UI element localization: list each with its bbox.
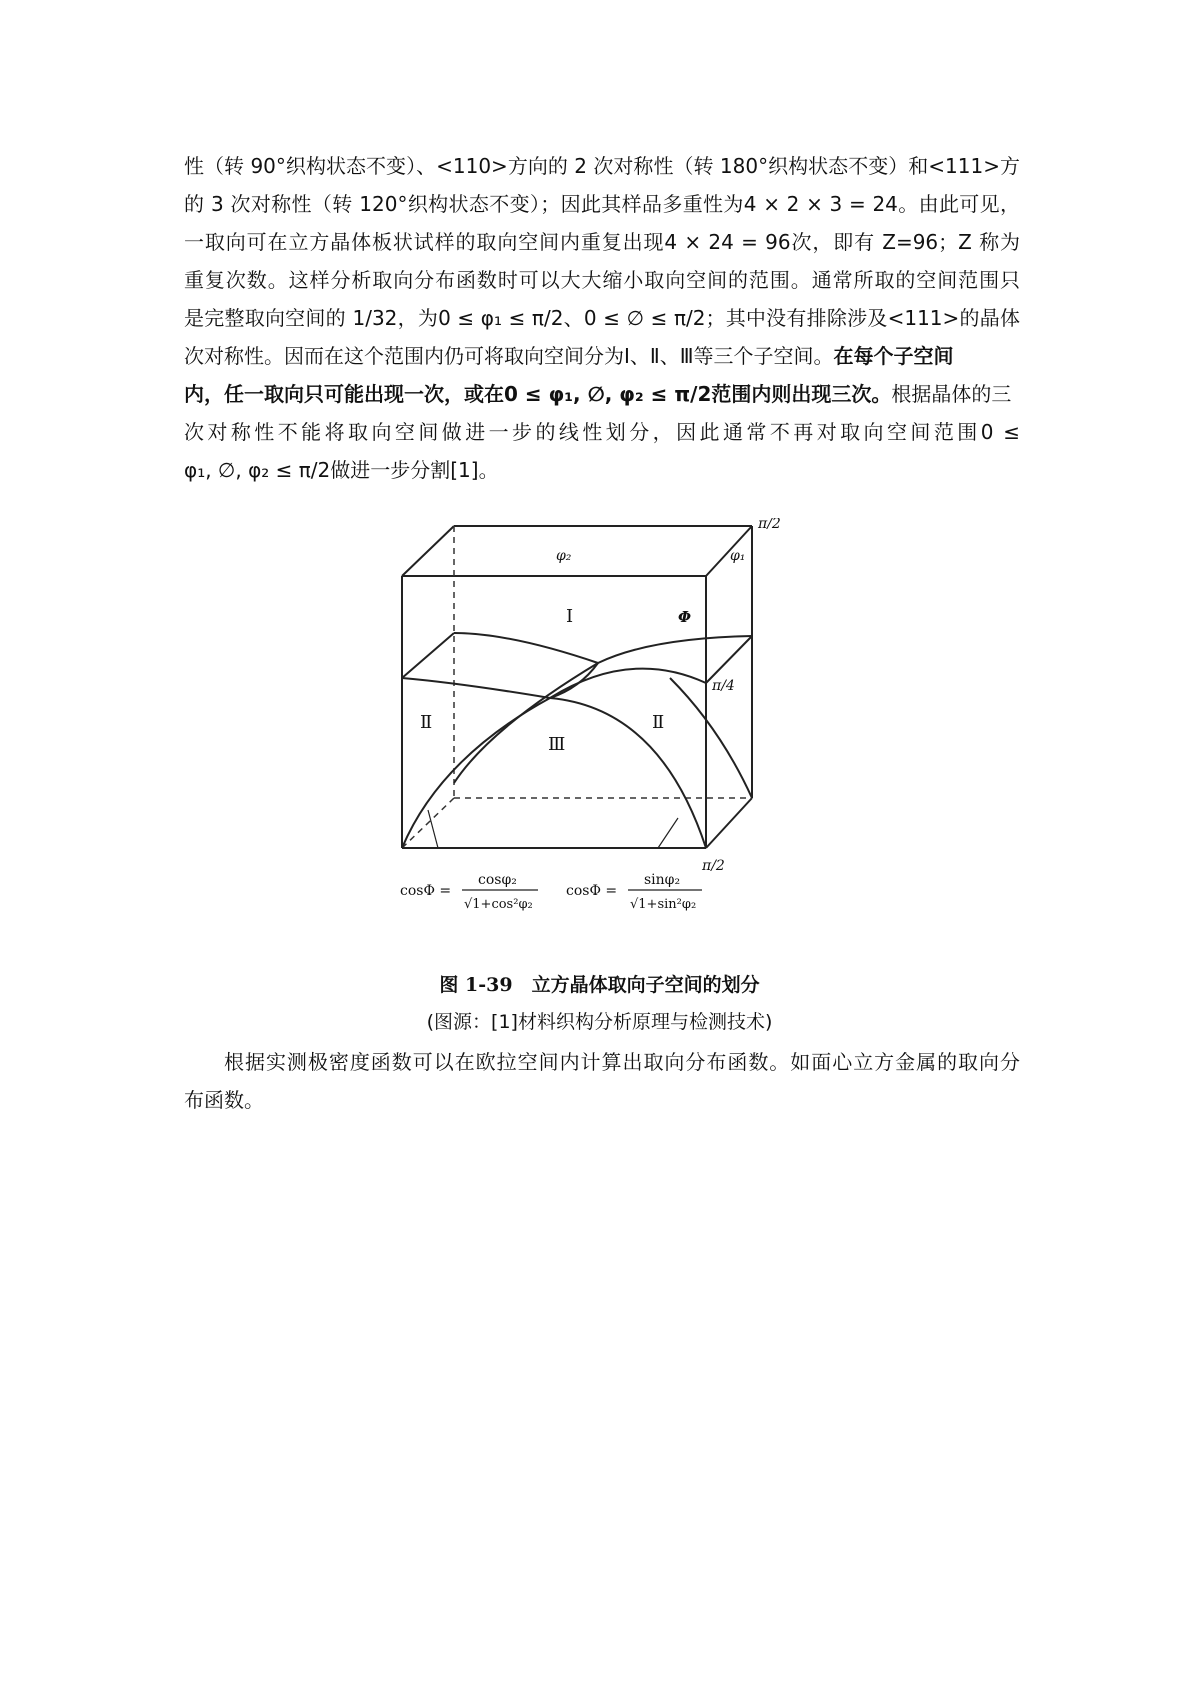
text-line: 一取向可在立方晶体板状试样的取向空间内重复出现4 × 24 = 96次，即有 Z=96；Z 称为 [184, 230, 1020, 254]
text-line: 性（转 90°织构状态不变）、<110>方向的 2 次对称性（转 180°织构状态不变）和<111>方 [184, 154, 1020, 178]
formula-denominator: √1+cos²φ₂ [464, 897, 533, 912]
text-span: 次对称性。因而在这个范围内仍可将取向空间分为Ⅰ、Ⅱ、Ⅲ等三个子空间。 [184, 344, 834, 368]
axis-label: π/2 [758, 518, 781, 532]
axis-label: φ₁ [730, 548, 746, 564]
axis-label: π/4 [712, 678, 735, 694]
paragraph-symmetry [184, 147, 1020, 489]
axis-label: Φ [678, 608, 692, 626]
text-line: 重复次数。这样分析取向分布函数时可以大大缩小取向空间的范围。通常所取的空间范围只 [184, 268, 1020, 292]
box-edge [706, 798, 752, 848]
text-span: 根据晶体的三 [891, 382, 1012, 406]
leader-line [658, 818, 678, 848]
region-label: Ⅱ [420, 712, 433, 733]
bold-text-span: 内，任一取向只可能出现一次，或在0 ≤ φ₁, ∅, φ₂ ≤ π/2范围内则出现三次。 [184, 382, 892, 406]
formula-numerator: sinφ₂ [644, 872, 681, 888]
text-line: 根据实测极密度函数可以在欧拉空间内计算出取向分布函数。如面心立方金属的取向分 [224, 1050, 1020, 1074]
surface-curve [706, 636, 752, 683]
region-label: Ⅲ [548, 734, 566, 755]
axis-label: φ₂ [556, 548, 572, 564]
figure-caption: 图 1-39 立方晶体取向子空间的划分 [439, 974, 760, 996]
region-label: Ⅱ [652, 712, 665, 733]
formula-numerator: cosφ₂ [478, 872, 517, 888]
orientation-subspace-figure [400, 518, 830, 958]
surface-curve [454, 663, 598, 783]
text-line: 次对称性不能将取向空间做进一步的线性划分，因此通常不再对取向空间范围0 ≤ [184, 420, 1020, 444]
text-line: 布函数。 [184, 1088, 264, 1112]
region-label: Ⅰ [566, 606, 574, 627]
text-line: 的 3 次对称性（转 120°织构状态不变）；因此其样品多重性为4 × 2 × 3 = 24。由此可见， [184, 192, 1020, 216]
formula-lhs: cosΦ = [400, 883, 452, 899]
axis-label: π/2 [702, 858, 725, 874]
bold-text-span: 在每个子空间 [833, 344, 954, 368]
formula-denominator: √1+sin²φ₂ [630, 897, 697, 912]
surface-curve [402, 633, 454, 678]
surface-curve [550, 698, 706, 848]
paragraph-odf [184, 1043, 1020, 1119]
text-line [184, 375, 1020, 413]
surface-curve [670, 678, 752, 798]
formula-lhs: cosΦ = [566, 883, 618, 899]
box-edge [402, 526, 454, 576]
surface-curve [402, 678, 550, 698]
hidden-edge [402, 798, 454, 848]
text-line [184, 337, 1020, 375]
figure-source: (图源：[1]材料织构分析原理与检测技术) [426, 1011, 773, 1033]
text-line: φ₁, ∅, φ₂ ≤ π/2做进一步分割[1]。 [184, 458, 499, 482]
text-line: 是完整取向空间的 1/32，为0 ≤ φ₁ ≤ π/2、0 ≤ ∅ ≤ π/2；其中没有排除涉及<111>的晶体 [184, 306, 1020, 330]
surface-curve [454, 633, 752, 663]
